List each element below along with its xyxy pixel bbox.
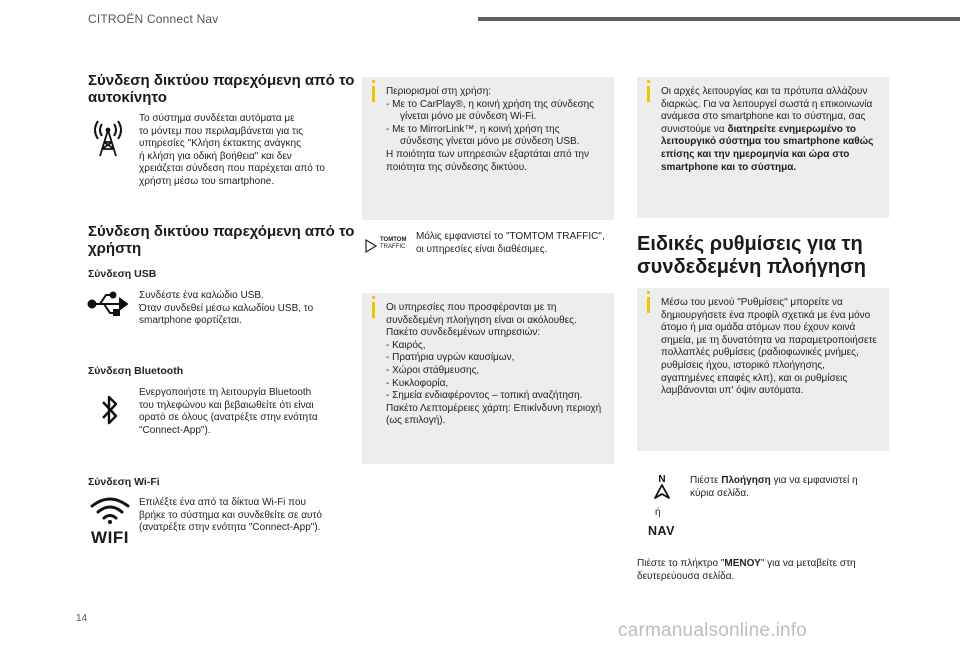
- usb-icon: [86, 290, 128, 318]
- info-box-connected-services: Οι υπηρεσίες που προσφέρονται με τη συνδεδεμένη πλοήγηση είναι οι ακόλουθες. Πακέτο συνδεδεμένων υπηρεσιών: - Καιρός, - Πρατήρια υγρών καυσίμων, - Χώροι στάθμευσης, - Κυκλοφορία, - Σημεία ενδιαφέροντος – τοπική αναζήτηση. Πακέτο Λεπτομέρειες χάρτη: Επικίνδυνη περιοχή (ως επιλογή).: [362, 293, 614, 464]
- info-box-profiles: Μέσω του μενού "Ρυθμίσεις" μπορείτε να δημιουργήσετε ένα προφίλ σχετικά με ένα μόνο άτομο ή μια ομάδα ατόμων που έχουν κοινά σημεία, με τη δυνατότητα να παραμετροποιήσετε πολλαπλές ρυθμίσεις (ραδιοφωνικές μνήμες, ρυθμίσεις ήχου, ιστορικό πλοήγησης, αγαπημένες επαφές κλπ), και οι ρυθμίσεις λαμβάνονται υπ' όψιν αυτόματα.: [637, 288, 889, 451]
- usb-connection-text: Συνδέστε ένα καλώδιο USB. Όταν συνδεθεί μέσω καλωδίου USB, το smartphone φορτίζεται.: [139, 290, 314, 327]
- wifi-connection-text: Επιλέξτε ένα από τα δίκτυα Wi-Fi που βρήκε το σύστημα και συνδεθείτε σε αυτό (ανατρέξτε στην ενότητα "Connect-App").: [139, 497, 322, 534]
- vehicle-network-text: Το σύστημα συνδέεται αυτόματα με το μόντεμ που περιλαμβάνεται για τις υπηρεσίες "Κλήση έκτακτης ανάγκης ή κλήση για οδική βοήθεια" και δεν χρειάζεται σύνδεση που παρέχεται από το χρήστη μέσω του smartphone.: [139, 113, 325, 187]
- info-box-usage-limits: Περιορισμοί στη χρήση: - Με το CarPlay®, η κοινή χρήση της σύνδεσης γίνεται μόνο με σύνδεση Wi-Fi. - Με το MirrorLink™, η κοινή χρήση της σύνδεσης γίνεται μόνο με σύνδεση USB. Η ποιότητα των υπηρεσιών εξαρτάται από την ποιότητα της σύνδεσης δικτύου.: [362, 77, 614, 220]
- section-title-user-network: Σύνδεση δικτύου παρεχόμενη από το χρήστη: [88, 223, 355, 257]
- svg-text:N: N: [658, 474, 666, 485]
- nav-button-icon: NAV: [648, 524, 675, 538]
- info-marker-icon: [372, 86, 375, 102]
- menu-instruction-text: Πιέστε το πλήκτρο "ΜΕΝΟΥ" για να μεταβείτε στη δευτερεύουσα σελίδα.: [637, 558, 856, 582]
- antenna-icon: [88, 116, 128, 158]
- navigation-icon: [650, 472, 674, 500]
- bluetooth-icon: [100, 393, 120, 427]
- info-marker-icon: [647, 86, 650, 102]
- bluetooth-connection-title: Σύνδεση Bluetooth: [88, 365, 184, 377]
- navigation-instruction-text: Πιέστε Πλοήγηση για να εμφανιστεί η κύρια σελίδα.: [690, 475, 858, 499]
- or-label: ή: [655, 507, 661, 518]
- page-number: 14: [76, 613, 88, 624]
- tomtom-traffic-text: Μόλις εμφανιστεί το "TOMTOM TRAFFIC", οι υπηρεσίες είναι διαθέσιμες.: [416, 231, 605, 255]
- info-marker-icon: [647, 297, 650, 313]
- watermark-text: carmanualsonline.info: [618, 620, 808, 641]
- section-title-connected-nav-settings: Ειδικές ρυθμίσεις για τη συνδεδεμένη πλοήγηση: [637, 233, 866, 278]
- document-header-title: CITROËN Connect Nav: [88, 12, 219, 26]
- wifi-connection-title: Σύνδεση Wi-Fi: [88, 476, 160, 488]
- info-marker-icon: [372, 302, 375, 318]
- bluetooth-connection-text: Ενεργοποιήστε τη λειτουργία Bluetooth του τηλεφώνου και βεβαιωθείτε ότι είναι ορατό σε όλους (ανατρέξτε στην ενότητα "Connect-App").: [139, 387, 318, 436]
- tomtom-traffic-icon: TOMTOM TRAFFIC: [363, 236, 409, 256]
- info-box-update-advice: Οι αρχές λειτουργίας και τα πρότυπα αλλάζουν διαρκώς. Για να λειτουργεί σωστά η επικοινωνία ανάμεσα στο smartphone και το σύστημα, σας συνιστούμε να διατηρείτε ενημερωμένο το λειτουργικό σύστημα του smartphone καθώς επίσης και την ημερομηνία και ώρα στο smartphone και το σύστημα.: [637, 77, 889, 218]
- section-title-vehicle-network: Σύνδεση δικτύου παρεχόμενη από το αυτοκίνητο: [88, 72, 355, 106]
- wifi-icon: WIFI: [88, 496, 132, 542]
- header-rule: [478, 17, 960, 21]
- usb-connection-title: Σύνδεση USB: [88, 268, 157, 280]
